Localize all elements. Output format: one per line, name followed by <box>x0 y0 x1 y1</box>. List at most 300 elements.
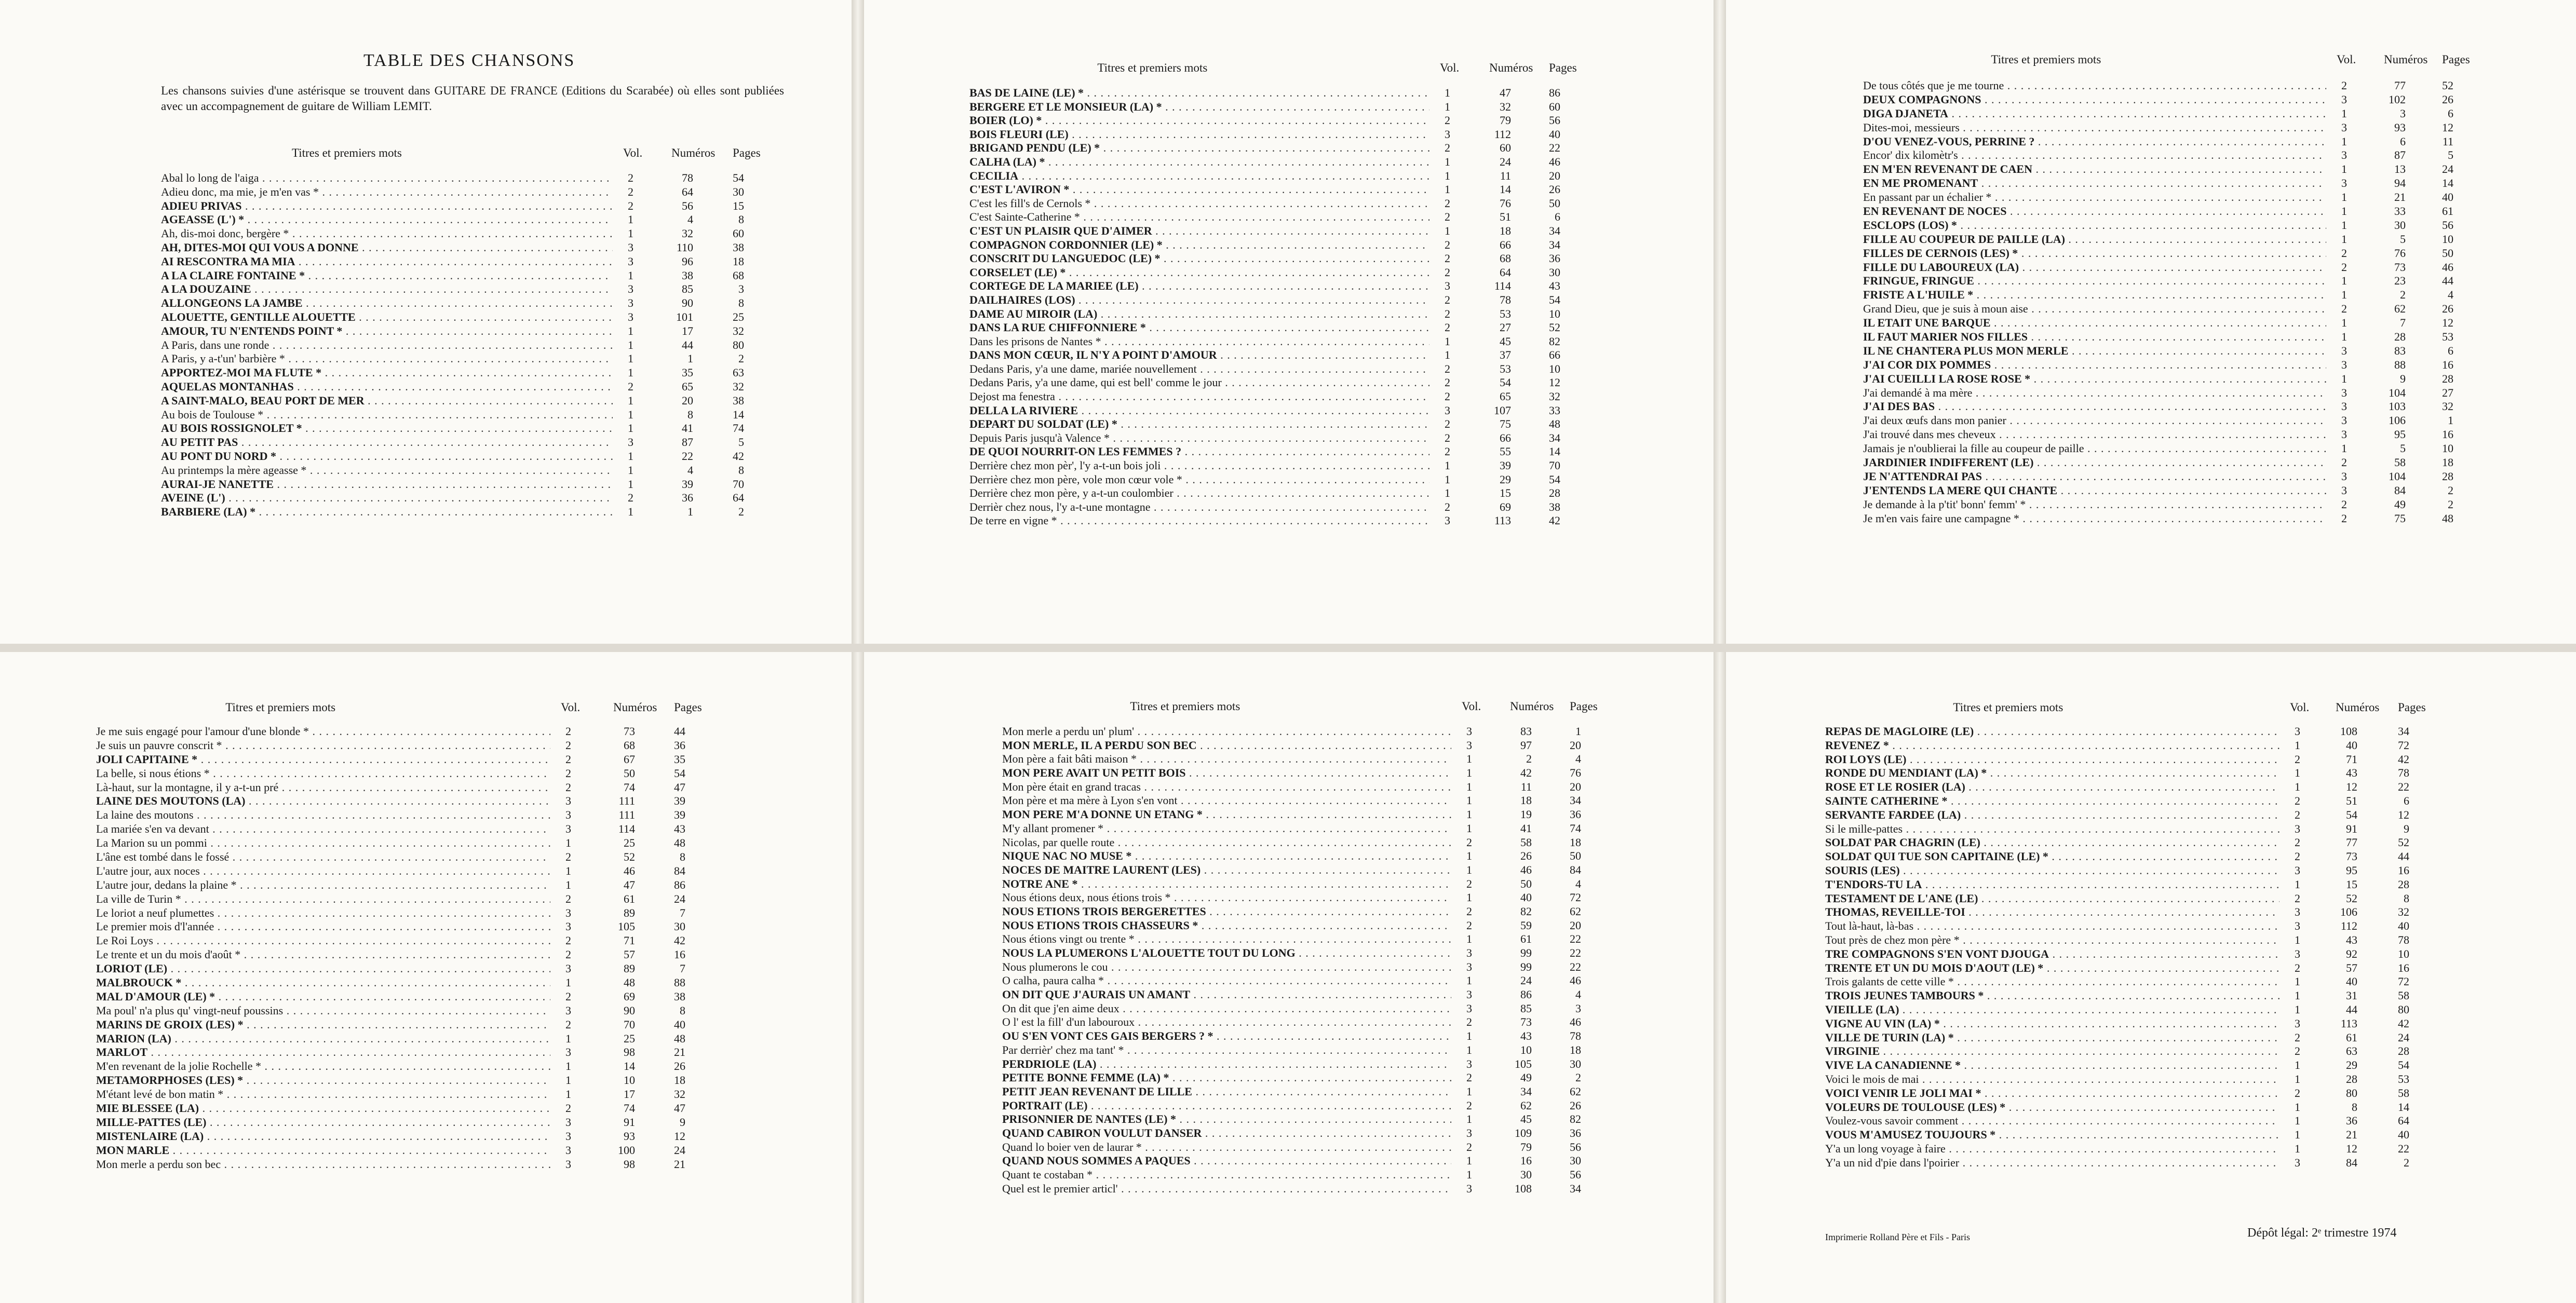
volume-number: 1 <box>1466 780 1472 793</box>
volume-number: 3 <box>1466 725 1472 738</box>
page-number: 72 <box>2398 975 2409 988</box>
volume-number: 3 <box>2341 483 2347 497</box>
song-number: 114 <box>1494 279 1511 293</box>
song-number: 4 <box>687 213 693 226</box>
song-number: 32 <box>682 227 693 240</box>
song-title: JOLI CAPITAINE * . . . <box>96 753 550 767</box>
page-number: 26 <box>1549 183 1560 196</box>
page-number: 72 <box>2398 738 2409 752</box>
page-number: 53 <box>2442 330 2453 344</box>
song-number: 77 <box>2394 79 2406 92</box>
song-number: 57 <box>2346 961 2357 974</box>
song-number: 30 <box>2394 218 2406 232</box>
song-title: AU BOIS ROSSIGNOLET * . . . <box>161 422 613 436</box>
page-number: 34 <box>1549 431 1560 444</box>
page-number: 20 <box>1549 169 1560 182</box>
song-title: REPAS DE MAGLOIRE (LE) . . . <box>1825 725 2280 739</box>
song-title: IL FAUT MARIER NOS FILLES . . . <box>1863 330 2326 344</box>
song-number: 64 <box>1500 265 1511 279</box>
song-number: 41 <box>1520 821 1532 835</box>
song-title: VIGNE AU VIN (LA) * . . . <box>1825 1017 2280 1031</box>
song-number: 112 <box>1494 127 1511 141</box>
song-number: 73 <box>1520 1015 1532 1029</box>
song-number: 87 <box>2394 148 2406 162</box>
song-number: 53 <box>1500 362 1511 375</box>
song-title: DE QUOI NOURRIT-ON LES FEMMES ? . . . <box>969 445 1429 459</box>
volume-number: 2 <box>1466 1098 1472 1112</box>
song-number: 38 <box>682 268 693 282</box>
song-number: 23 <box>2394 274 2406 288</box>
page-number: 10 <box>2442 442 2453 455</box>
header-pages: Pages <box>674 701 702 714</box>
song-number: 44 <box>2346 1002 2357 1016</box>
song-number: 22 <box>682 449 693 463</box>
volume-number: 3 <box>1445 403 1450 417</box>
song-number: 18 <box>1500 224 1511 237</box>
volume-number: 2 <box>2341 246 2347 260</box>
song-number: 84 <box>2394 483 2406 497</box>
page-number: 43 <box>1549 279 1560 293</box>
volume-number: 2 <box>565 738 571 752</box>
page-number: 78 <box>2398 933 2409 946</box>
song-number: 69 <box>624 989 635 1003</box>
header-vol: Vol. <box>2337 53 2356 66</box>
song-title: EN ME PROMENANT . . . <box>1863 177 2326 191</box>
volume-number: 2 <box>2295 1030 2300 1044</box>
song-number: 2 <box>2400 288 2406 302</box>
page-number: 16 <box>2398 961 2409 974</box>
volume-number: 3 <box>1466 1001 1472 1015</box>
song-title: DANS LA RUE CHIFFONNIERE * . . . <box>969 321 1429 335</box>
song-title: CONSCRIT DU LANGUEDOC (LE) * . . . <box>969 252 1429 266</box>
song-number: 9 <box>2400 372 2406 385</box>
song-title: La laine des moutons . . . <box>96 808 550 822</box>
volume-number: 1 <box>1466 932 1472 946</box>
header-vol: Vol. <box>623 146 643 159</box>
song-number: 42 <box>1520 766 1532 780</box>
song-title: PERDRIOLE (LA) . . . <box>1002 1057 1451 1071</box>
song-title: REVENEZ * . . . <box>1825 739 2280 753</box>
volume-number: 1 <box>2295 780 2300 794</box>
song-title: Dites-moi, messieurs . . . <box>1863 121 2326 135</box>
song-title: VIRGINIE . . . <box>1825 1044 2280 1058</box>
song-title: Dejost ma fenestra . . . <box>969 390 1429 404</box>
page-number: 21 <box>674 1046 685 1059</box>
volume-number: 1 <box>628 227 633 240</box>
song-number: 43 <box>2346 933 2357 946</box>
song-title: Mon merle a perdu un' plum' . . . <box>1002 725 1451 739</box>
song-title: Ma poul' n'a plus qu' vingt-neuf poussins . . . <box>96 1004 550 1018</box>
volume-number: 3 <box>565 920 571 933</box>
header-numeros: Numéros <box>2336 701 2380 714</box>
page-number: 1 <box>1575 725 1581 738</box>
song-number: 112 <box>2340 919 2357 933</box>
song-number: 99 <box>1520 946 1532 959</box>
song-title: VOUS M'AMUSEZ TOUJOURS * . . . <box>1825 1128 2280 1142</box>
volume-number: 2 <box>2341 511 2347 525</box>
volume-number: 1 <box>1466 1029 1472 1043</box>
song-number: 77 <box>2346 836 2357 849</box>
page-number: 32 <box>674 1088 685 1101</box>
page-number: 32 <box>733 379 744 393</box>
song-number: 73 <box>2394 260 2406 274</box>
header-numeros: Numéros <box>1489 61 1533 74</box>
volume-number: 1 <box>2295 738 2300 752</box>
song-number: 47 <box>1500 86 1511 99</box>
page-number: 4 <box>1575 752 1581 766</box>
page-number: 50 <box>1570 849 1581 863</box>
volume-number: 2 <box>2295 808 2300 821</box>
song-title: Derrièr chez nous, l'y a-t-une montagne . . . <box>969 500 1429 514</box>
song-title: Mon père et ma mère à Lyon s'en vont . . . <box>1002 794 1451 808</box>
song-number: 18 <box>1520 794 1532 807</box>
volume-number: 3 <box>2295 947 2300 960</box>
volume-number: 2 <box>565 1102 571 1115</box>
song-title: ON DIT QUE J'AURAIS UN AMANT . . . <box>1002 988 1451 1002</box>
song-number: 41 <box>682 422 693 435</box>
song-number: 25 <box>624 836 635 850</box>
volume-number: 1 <box>1445 100 1450 113</box>
song-number: 39 <box>1500 459 1511 472</box>
song-title: EN M'EN REVENANT DE CAEN . . . <box>1863 162 2326 177</box>
song-title: THOMAS, REVEILLE-TOI . . . <box>1825 905 2280 919</box>
page-number: 34 <box>1549 224 1560 237</box>
volume-number: 2 <box>2341 302 2347 316</box>
volume-number: 1 <box>1445 86 1450 99</box>
volume-number: 1 <box>2295 1142 2300 1155</box>
song-title: AQUELAS MONTANHAS . . . <box>161 380 613 394</box>
song-title: MARION (LA) . . . <box>96 1032 550 1046</box>
volume-number: 1 <box>628 393 633 407</box>
page-number: 24 <box>674 892 685 905</box>
volume-number: 3 <box>1466 738 1472 752</box>
song-number: 35 <box>682 366 693 379</box>
page-number: 5 <box>738 436 744 449</box>
volume-number: 1 <box>1466 821 1472 835</box>
song-number: 108 <box>2340 725 2357 738</box>
page-number: 2 <box>2404 1156 2409 1169</box>
volume-number: 1 <box>565 1074 571 1087</box>
song-title: VOICI VENIR LE JOLI MAI * . . . <box>1825 1087 2280 1101</box>
volume-number: 1 <box>628 338 633 351</box>
header-title: Titres et premiers mots <box>292 146 402 159</box>
song-number: 83 <box>2394 344 2406 357</box>
volume-number: 3 <box>1466 960 1472 973</box>
song-title: Depuis Paris jusqu'à Valence * . . . <box>969 431 1429 445</box>
page-number: 42 <box>2398 1016 2409 1030</box>
volume-number: 2 <box>565 725 571 738</box>
song-number: 91 <box>2346 822 2357 835</box>
song-title: BOIER (LO) * . . . <box>969 114 1429 128</box>
song-title: M'en revenant de la jolie Rochelle * . . . <box>96 1060 550 1074</box>
page-number: 18 <box>1570 835 1581 849</box>
song-title: AURAI-JE NANETTE . . . <box>161 478 613 492</box>
volume-number: 2 <box>1445 252 1450 265</box>
song-title: SERVANTE FARDEE (LA) . . . <box>1825 808 2280 822</box>
page-number: 8 <box>680 850 685 864</box>
volume-number: 1 <box>1445 348 1450 362</box>
song-number: 74 <box>624 780 635 794</box>
song-title: NOUS ETIONS TROIS CHASSEURS * . . . <box>1002 919 1451 933</box>
volume-number: 1 <box>2341 134 2347 148</box>
song-number: 29 <box>2346 1058 2357 1072</box>
song-title: Je me suis engagé pour l'amour d'une blonde * . . . <box>96 725 550 739</box>
song-number: 85 <box>1520 1001 1532 1015</box>
volume-number: 2 <box>628 185 633 198</box>
song-number: 66 <box>1500 431 1511 444</box>
volume-number: 1 <box>2295 1072 2300 1085</box>
song-title: DEUX COMPAGNONS . . . <box>1863 93 2326 107</box>
page-number: 28 <box>1549 486 1560 500</box>
volume-number: 2 <box>565 934 571 947</box>
song-number: 68 <box>624 738 635 752</box>
volume-number: 3 <box>565 1115 571 1129</box>
song-number: 89 <box>624 962 635 975</box>
volume-number: 3 <box>1445 127 1450 141</box>
header-pages: Pages <box>1549 61 1577 74</box>
song-title: Adieu donc, ma mie, je m'en vas * . . . <box>161 185 613 199</box>
volume-number: 1 <box>1466 1043 1472 1056</box>
page-number: 48 <box>2442 511 2453 525</box>
volume-number: 1 <box>1466 974 1472 987</box>
volume-number: 2 <box>565 1017 571 1031</box>
song-title: CECILIA . . . <box>969 169 1429 183</box>
song-number: 73 <box>624 725 635 738</box>
volume-number: 2 <box>1466 1071 1472 1084</box>
song-number: 70 <box>624 1017 635 1031</box>
page-number: 80 <box>2398 1002 2409 1016</box>
page-number: 22 <box>1570 960 1581 973</box>
volume-number: 2 <box>2295 850 2300 863</box>
volume-number: 2 <box>1445 376 1450 389</box>
song-title: J'ai demandé à ma mère . . . <box>1863 386 2326 400</box>
page-number: 38 <box>733 393 744 407</box>
song-title: BERGERE ET LE MONSIEUR (LA) * . . . <box>969 100 1429 114</box>
song-title: J'ai deux œufs dans mon panier . . . <box>1863 414 2326 428</box>
song-title: BRIGAND PENDU (LE) * . . . <box>969 141 1429 155</box>
page-number: 56 <box>1549 114 1560 127</box>
song-title: BOIS FLEURI (LE) . . . <box>969 128 1429 142</box>
song-number: 71 <box>624 934 635 947</box>
song-title: Voulez-vous savoir comment . . . <box>1825 1114 2280 1128</box>
song-number: 43 <box>1520 1029 1532 1043</box>
volume-number: 2 <box>565 892 571 905</box>
legal-deposit: Dépôt légal: 2ᵉ trimestre 1974 <box>2247 1226 2397 1240</box>
volume-number: 2 <box>2341 497 2347 511</box>
song-title: Nicolas, par quelle route . . . <box>1002 836 1451 850</box>
volume-number: 1 <box>2341 205 2347 218</box>
volume-number: 3 <box>2341 120 2347 134</box>
page-number: 84 <box>1570 863 1581 876</box>
song-number: 46 <box>624 864 635 877</box>
page-number: 36 <box>1570 1126 1581 1139</box>
song-number: 34 <box>1520 1084 1532 1098</box>
song-number: 93 <box>624 1129 635 1143</box>
page-number: 6 <box>2448 344 2453 357</box>
song-title: QUAND NOUS SOMMES A PAQUES . . . <box>1002 1154 1451 1168</box>
song-title: Voici le mois de mai . . . <box>1825 1073 2280 1087</box>
page-number: 32 <box>733 324 744 337</box>
volume-number: 3 <box>628 310 633 323</box>
song-title: ROI LOYS (LE) . . . <box>1825 753 2280 767</box>
page-number: 4 <box>2448 288 2453 302</box>
volume-number: 2 <box>1466 918 1472 932</box>
volume-number: 2 <box>1445 265 1450 279</box>
song-title: Quand lo boier ven de laurar * . . . <box>1002 1141 1451 1155</box>
page-number: 40 <box>2442 191 2453 204</box>
song-number: 33 <box>2394 205 2406 218</box>
song-title: Nous plumerons le cou . . . <box>1002 960 1451 974</box>
song-title: Jamais je n'oublierai la fille au coupeur de paille . . . <box>1863 442 2326 456</box>
song-number: 8 <box>687 408 693 421</box>
page-number: 39 <box>674 808 685 822</box>
song-title: AGEASSE (L') * . . . <box>161 213 613 227</box>
page-number: 14 <box>1549 445 1560 458</box>
song-title: Je demande à la p'tit' bonn' femm' * . . . <box>1863 498 2326 512</box>
song-number: 79 <box>1500 114 1511 127</box>
song-title: M'étant levé de bon matin * . . . <box>96 1088 550 1102</box>
song-number: 96 <box>682 254 693 268</box>
page-number: 28 <box>2398 877 2409 891</box>
volume-number: 3 <box>2295 905 2300 919</box>
song-number: 10 <box>1520 1043 1532 1056</box>
song-number: 61 <box>2346 1030 2357 1044</box>
page-number: 18 <box>1570 1043 1581 1056</box>
page-number: 40 <box>1549 127 1560 141</box>
song-number: 32 <box>1500 100 1511 113</box>
page-number: 42 <box>1549 514 1560 527</box>
volume-number: 2 <box>2295 1044 2300 1058</box>
volume-number: 2 <box>565 948 571 961</box>
song-number: 26 <box>1520 849 1532 863</box>
song-number: 82 <box>1520 904 1532 918</box>
song-title: OU S'EN VONT CES GAIS BERGERS ? * . . . <box>1002 1029 1451 1043</box>
page-number: 20 <box>1570 780 1581 793</box>
song-number: 1 <box>687 352 693 365</box>
song-title: Nous étions deux, nous étions trois * . . . <box>1002 891 1451 905</box>
song-title: METAMORPHOSES (LES) * . . . <box>96 1074 550 1088</box>
volume-number: 1 <box>2341 106 2347 120</box>
volume-number: 2 <box>1466 877 1472 890</box>
volume-number: 1 <box>1466 808 1472 821</box>
page-number: 28 <box>2442 469 2453 483</box>
page-number: 7 <box>680 962 685 975</box>
volume-number: 2 <box>565 752 571 766</box>
page-number: 12 <box>1549 376 1560 389</box>
page-number: 86 <box>1549 86 1560 99</box>
song-title: Par derrièr' chez ma tant' * . . . <box>1002 1043 1451 1057</box>
song-title: DAME AU MIROIR (LA) . . . <box>969 307 1429 321</box>
page-number: 60 <box>733 227 744 240</box>
page-number: 42 <box>733 449 744 463</box>
printer-credit: Imprimerie Rolland Père et Fils - Paris <box>1825 1232 1970 1242</box>
index-note: Les chansons suivies d'une astérisque se trouvent dans GUITARE DE FRANCE (Editions du Scarabée) où elles sont publiées avec un accompagnement de guitare de William LEMIT. <box>161 84 784 113</box>
song-number: 90 <box>624 1003 635 1017</box>
song-number: 12 <box>2346 1142 2357 1155</box>
song-number: 105 <box>618 920 635 933</box>
volume-number: 2 <box>1466 1140 1472 1153</box>
song-title: On dit que j'en aime deux . . . <box>1002 1002 1451 1016</box>
song-title: AI RESCONTRA MA MIA . . . <box>161 255 613 269</box>
song-title: De tous côtés que je me tourne . . . <box>1863 79 2326 93</box>
volume-number: 1 <box>1445 183 1450 196</box>
header-vol: Vol. <box>561 701 581 714</box>
page-number: 14 <box>733 408 744 421</box>
volume-number: 1 <box>1466 891 1472 904</box>
page-number: 34 <box>1570 1182 1581 1195</box>
song-number: 27 <box>1500 321 1511 334</box>
page-number: 3 <box>1575 1001 1581 1015</box>
page-number: 78 <box>2398 766 2409 780</box>
song-title: T'ENDORS-TU LA . . . <box>1825 878 2280 892</box>
volume-number: 1 <box>2295 1002 2300 1016</box>
page-number: 58 <box>2398 989 2409 1002</box>
song-number: 45 <box>1520 1112 1532 1126</box>
page-number: 12 <box>2442 120 2453 134</box>
volume-number: 3 <box>565 1046 571 1059</box>
volume-number: 1 <box>565 864 571 877</box>
song-title: O calha, paura calha * . . . <box>1002 974 1451 988</box>
song-number: 40 <box>2346 975 2357 988</box>
page-number: 18 <box>2442 456 2453 469</box>
song-number: 49 <box>1520 1071 1532 1084</box>
page-number: 54 <box>733 171 744 184</box>
page-number: 88 <box>674 976 685 989</box>
volume-number: 2 <box>2341 456 2347 469</box>
page-number: 12 <box>2398 808 2409 821</box>
volume-number: 3 <box>565 1003 571 1017</box>
song-title: La Marion su un pommi . . . <box>96 836 550 850</box>
song-number: 84 <box>2346 1156 2357 1169</box>
page-number: 50 <box>2442 246 2453 260</box>
volume-number: 2 <box>2295 752 2300 766</box>
page-number: 68 <box>733 268 744 282</box>
volume-number: 1 <box>1466 1084 1472 1098</box>
page-number: 12 <box>674 1129 685 1143</box>
page-number: 74 <box>733 422 744 435</box>
song-title: MON MARLE . . . <box>96 1144 550 1158</box>
song-number: 89 <box>624 906 635 919</box>
volume-number: 1 <box>2341 191 2347 204</box>
song-number: 61 <box>624 892 635 905</box>
page-number: 6 <box>2448 106 2453 120</box>
song-number: 65 <box>682 379 693 393</box>
song-title: NOUS ETIONS TROIS BERGERETTES . . . <box>1002 905 1451 919</box>
song-title: TRE COMPAGNONS S'EN VONT DJOUGA . . . <box>1825 947 2280 961</box>
song-title: L'autre jour, dedans la plaine * . . . <box>96 878 550 892</box>
page-number: 54 <box>2398 1058 2409 1072</box>
volume-number: 1 <box>1466 794 1472 807</box>
song-number: 17 <box>682 324 693 337</box>
volume-number: 1 <box>1445 224 1450 237</box>
song-title: FILLES DE CERNOIS (LES) * . . . <box>1863 247 2326 261</box>
page-number: 26 <box>2442 92 2453 106</box>
song-number: 78 <box>1500 293 1511 306</box>
song-number: 56 <box>682 199 693 212</box>
page-number: 20 <box>1570 918 1581 932</box>
page-number: 22 <box>1549 141 1560 155</box>
song-number: 94 <box>2394 177 2406 190</box>
volume-number: 1 <box>1466 1154 1472 1168</box>
song-title: D'OU VENEZ-VOUS, PERRINE ? . . . <box>1863 135 2326 149</box>
volume-number: 3 <box>2341 400 2347 413</box>
volume-number: 1 <box>628 505 633 519</box>
volume-number: 1 <box>565 836 571 850</box>
song-title: IL ETAIT UNE BARQUE . . . <box>1863 316 2326 330</box>
song-number: 21 <box>2394 191 2406 204</box>
song-number: 40 <box>2346 738 2357 752</box>
page-number: 78 <box>1570 1029 1581 1043</box>
